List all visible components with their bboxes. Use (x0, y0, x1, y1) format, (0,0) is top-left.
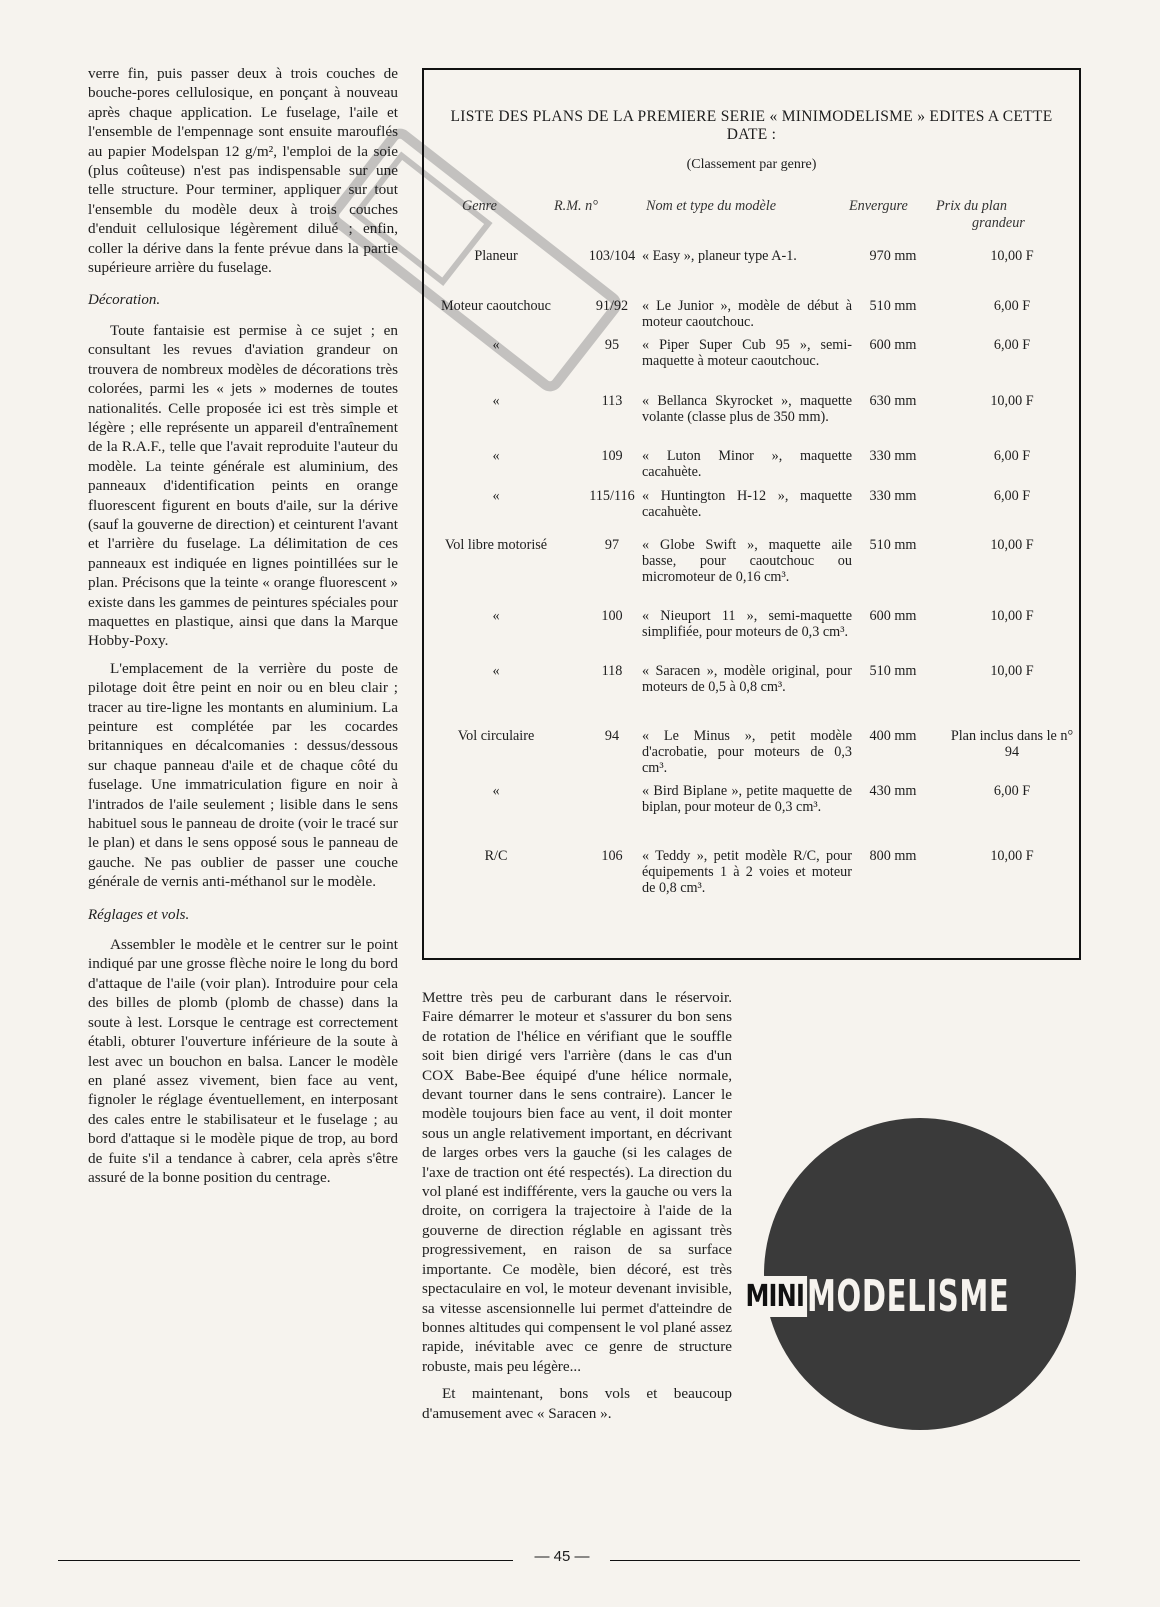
cell-nom: « Bird Biplane », petite maquette de biplan, pour moteur de 0,3 cm³. (642, 783, 852, 815)
cell-rm: 118 (601, 663, 623, 679)
cell-nom: « Piper Super Cub 95 », semi-maquette à moteur caoutchouc. (642, 337, 852, 369)
left-column (88, 64, 398, 1195)
cell-rm: 97 (604, 537, 620, 553)
section-heading-decoration: Décoration. (88, 292, 161, 309)
cell-nom: « Bellanca Skyrocket », maquette volante (classe plus de 350 mm). (642, 393, 852, 425)
cell-envergure: 330 mm (869, 488, 917, 504)
footer-rule-left (58, 1560, 513, 1561)
table-subtitle: (Classement par genre) (686, 157, 817, 172)
cell-genre: Vol circulaire (457, 728, 535, 744)
cell-rm: 103/104 (588, 248, 636, 264)
cell-genre: Vol libre motorisé (444, 537, 548, 553)
cell-rm: 115/116 (589, 488, 635, 504)
cell-envergure: 400 mm (869, 728, 917, 744)
cell-rm: 95 (604, 337, 620, 353)
cell-prix: Plan inclus dans le n° 94 (950, 728, 1074, 760)
cell-prix: 10,00 F (990, 848, 1034, 864)
cell-prix: 6,00 F (993, 783, 1031, 799)
logo-mini-text: MINI (742, 1276, 807, 1317)
paragraph: Toute fantaisie est permise à ce sujet ; en consultant les revues d'aviation grandeur on trouvera de nombreux modèles de décorations très colorées, parmi les « jets » modernes de toutes nationalités. Celle proposée ici est très simple et légère ; elle représente un appareil d'entraînement de la R.A.F., telle que l'avait reproduite l'auteur du modèle. La teinte générale est aluminium, des panneaux d'identification peints en orange fluorescent figurent en bouts d'aile, sur la dérive (sauf la gouverne de direction) et ceinturent l'avant et l'arrière du fuselage. La délimitation de ces panneaux est indiquée en lignes pointillées sur le plan. Précisons que la teinte « orange fluorescent » existe dans les gammes de peintures spéciales pour maquettes en plastique, ainsi que dans la Marque Hobby-Poxy. (88, 321, 398, 650)
header-envergure: Envergure (849, 198, 908, 214)
cell-nom: « Saracen », modèle original, pour moteurs de 0,5 à 0,8 cm³. (642, 663, 852, 695)
header-rm: R.M. n° (554, 198, 598, 214)
cell-rm: 94 (604, 728, 620, 744)
logo-band (744, 1268, 1096, 1324)
cell-envergure: 630 mm (869, 393, 917, 409)
cell-genre: « (492, 448, 500, 464)
logo-modelisme-text: MODELISME (807, 1270, 1010, 1322)
cell-envergure: 970 mm (869, 248, 917, 264)
cell-prix: 10,00 F (990, 663, 1034, 679)
cell-prix: 6,00 F (993, 488, 1031, 504)
cell-genre: « (492, 663, 500, 679)
header-prix-grandeur: grandeur (972, 215, 1025, 231)
section-heading-reglages: Réglages et vols. (88, 906, 190, 923)
cell-genre: « (492, 783, 500, 799)
cell-genre: « (492, 488, 500, 504)
cell-prix: 10,00 F (990, 608, 1034, 624)
cell-rm: 91/92 (595, 298, 629, 314)
page-number: — 45 — (534, 1548, 590, 1565)
cell-envergure: 330 mm (869, 448, 917, 464)
cell-prix: 6,00 F (993, 337, 1031, 353)
cell-nom: « Globe Swift », maquette aile basse, pour caoutchouc ou micromoteur de 0,16 cm³. (642, 537, 852, 585)
cell-envergure: 510 mm (869, 537, 917, 553)
header-prix: Prix du plan (936, 198, 1007, 214)
cell-prix: 6,00 F (993, 448, 1031, 464)
cell-prix: 10,00 F (990, 393, 1034, 409)
header-nom: Nom et type du modèle (646, 198, 777, 214)
cell-envergure: 430 mm (869, 783, 917, 799)
cell-envergure: 510 mm (869, 298, 917, 314)
cell-genre: Planeur (474, 248, 518, 264)
cell-envergure: 800 mm (869, 848, 917, 864)
table-title: LISTE DES PLANS DE LA PREMIERE SERIE « MINIMODELISME » EDITES A CETTE DATE : (450, 108, 1053, 143)
cell-rm: 106 (601, 848, 623, 864)
cell-nom: « Teddy », petit modèle R/C, pour équipements 1 à 2 voies et moteur de 0,8 cm³. (642, 848, 852, 896)
cell-genre: « (492, 337, 500, 353)
header-genre: Genre (462, 198, 497, 214)
cell-nom: « Luton Minor », maquette cacahuète. (642, 448, 852, 480)
cell-genre: « (492, 393, 500, 409)
middle-column (422, 988, 732, 1431)
cell-genre: « (492, 608, 500, 624)
cell-envergure: 600 mm (869, 608, 917, 624)
cell-genre: R/C (484, 848, 508, 864)
cell-rm: 100 (601, 608, 623, 624)
cell-rm: 113 (601, 393, 623, 409)
cell-nom: « Huntington H-12 », maquette cacahuète. (642, 488, 852, 520)
plans-table (422, 68, 1081, 960)
cell-prix: 10,00 F (990, 537, 1034, 553)
paragraph: Et maintenant, bons vols et beaucoup d'amusement avec « Saracen ». (422, 1385, 732, 1422)
cell-rm: 109 (601, 448, 623, 464)
cell-envergure: 600 mm (869, 337, 917, 353)
cell-envergure: 510 mm (869, 663, 917, 679)
cell-prix: 6,00 F (993, 298, 1031, 314)
cell-nom: « Easy », planeur type A-1. (642, 248, 797, 264)
cell-nom: « Nieuport 11 », semi-maquette simplifiée, pour moteurs de 0,3 cm³. (642, 608, 852, 640)
minimodelisme-logo (745, 1118, 1076, 1430)
paragraph: Mettre très peu de carburant dans le réservoir. Faire démarrer le moteur et s'assurer du bon sens de rotation de l'hélice en vérifiant que le souffle soit bien dirigé vers l'arrière (dans le cas d'un COX Babe-Bee équipé d'une hélice normale, devant tourner dans le sens contraire). Lancer le modèle toujours bien face au vent, il doit monter sous un angle relativement important, en décrivant de larges orbes vers la gauche (si les calages de l'axe de traction ont été respectés). La direction du vol plané est indifférente, vers la gauche ou vers la droite, on corrigera la trajectoire à l'aide de la gouverne de direction réglable en agissant très progressivement, en raison de sa surface importante. Ce modèle, bien décoré, est très spectaculaire en vol, le moteur devenant invisible, sa vitesse ascensionnelle lui permet d'atteindre de bonnes altitudes qui compensent le vol plané assez rapide, inévitable avec ce genre de structure robuste, mais peu légère... (422, 989, 732, 1375)
cell-nom: « Le Junior », modèle de début à moteur caoutchouc. (642, 298, 852, 330)
paragraph: L'emplacement de la verrière du poste de pilotage doit être peint en noir ou en bleu clair ; tracer au tire-ligne les montants en aluminium. La peinture est complétée par les cocardes britanniques en décalcomanies : dessus/dessous sur chaque panneau d'aile et de chaque côté du fuselage. Une immatriculation figure en noir à l'intrados de l'aile seulement ; lisible dans le sens habituel sous le panneau de droite (voir le tracé sur le plan) et dans le sens opposé sous le panneau de gauche. Ne pas oublier de passer une couche générale de vernis anti-méthanol sur le modèle. (88, 659, 398, 891)
cell-prix: 10,00 F (990, 248, 1034, 264)
cell-genre: Moteur caoutchouc (441, 298, 551, 314)
paragraph: Assembler le modèle et le centrer sur le point indiqué par une grosse flèche noire le long du bord d'attaque de l'aile (voir plan). Introduire pour cela des billes de plomb (plomb de chasse) dans la soute à lest. Lorsque le centrage est correctement établi, obturer l'ouverture inférieure de la soute à lest avec un bouchon en balsa. Lancer le modèle en plané assez vivement, bien face au vent, fignoler le réglage éventuellement, en interposant des cales entre le stabilisateur et le fuselage ; au bord d'attaque si le modèle pique de trop, au bord de fuite s'il a tendance à cabrer, cela après s'être assuré de la bonne position du centrage. (88, 936, 398, 1186)
cell-nom: « Le Minus », petit modèle d'acrobatie, pour moteurs de 0,3 cm³. (642, 728, 852, 776)
footer-rule-right (610, 1560, 1080, 1561)
paragraph: verre fin, puis passer deux à trois couches de bouche-pores cellulosique, en ponçant à nouveau après chaque application. Le fuselage, l'aile et l'ensemble de l'empennage sont ensuite marouflés au papier Modelspan 12 g/m², l'emploi de la soie (plus coûteuse) n'est pas indispensable sur une telle structure. Pour terminer, appliquer sur tout l'ensemble du modèle deux à trois couches d'enduit cellulosique légèrement dilué ; enfin, coller la dérive dans la fente prévue dans la partie supérieure arrière du fuselage. (88, 65, 398, 277)
